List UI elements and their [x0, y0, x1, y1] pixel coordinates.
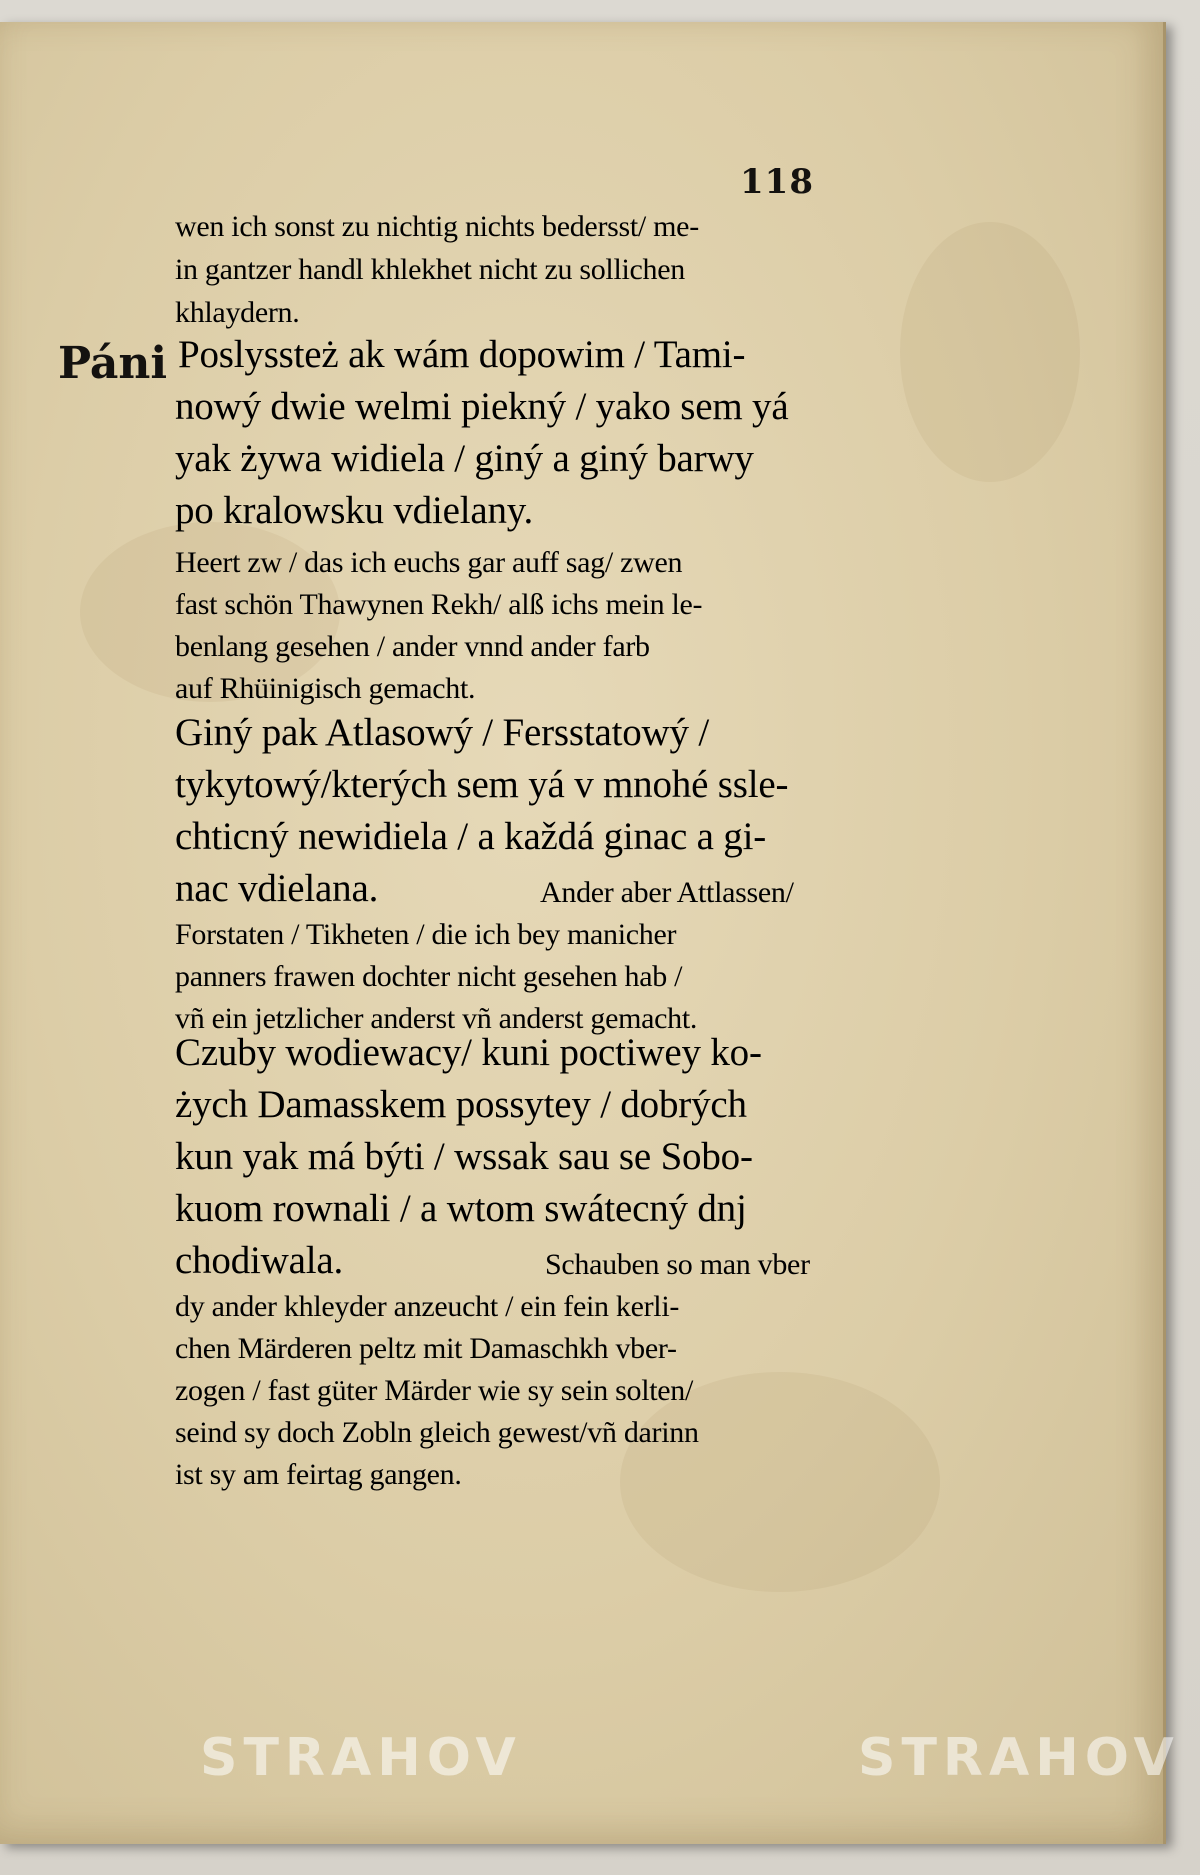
paper-stain	[900, 222, 1080, 482]
text-line-german: dy ander khleyder anzeucht / ein fein kerli-	[175, 1290, 680, 1323]
text-line-german: Schauben so man vber	[545, 1248, 810, 1281]
text-line-german: fast schön Thawynen Rekh/ alß ichs mein le-	[175, 588, 703, 621]
text-line-german: auf Rhüinigisch gemacht.	[175, 672, 476, 705]
text-line-czech: Giný pak Atlasowý / Fersstatowý /	[175, 711, 709, 754]
text-line-czech: Czuby wodiewacy/ kuni poctiwey ko-	[175, 1031, 762, 1074]
speaker-label-margin: Páni	[58, 338, 168, 389]
text-line-german: ist sy am feirtag gangen.	[175, 1458, 462, 1491]
text-line-german: Heert zw / das ich euchs gar auff sag/ zwen	[175, 546, 683, 579]
text-line-czech: nac vdielana.	[175, 867, 379, 910]
text-line-german: panners frawen dochter nicht gesehen hab /	[175, 960, 683, 993]
page-number: 118	[740, 162, 814, 202]
text-line-german: zogen / fast güter Märder wie sy sein solten/	[175, 1374, 694, 1407]
text-line-german: benlang gesehen / ander vnnd ander farb	[175, 630, 650, 663]
text-line-german: chen Märderen peltz mit Damaschkh vber-	[175, 1332, 677, 1365]
text-line-czech: żych Damasskem possytey / dobrých	[175, 1083, 747, 1126]
text-line-german: Ander aber Attlassen/	[540, 876, 794, 909]
text-line-czech: Poslyssteż ak wám dopowim / Tami-	[178, 333, 746, 376]
text-line-czech: chodiwala.	[175, 1239, 344, 1282]
text-line-czech: chticný newidiela / a každá ginac a gi-	[175, 815, 767, 858]
text-line-german: wen ich sonst zu nichtig nichts bedersst/ me-	[175, 210, 699, 243]
text-line-german: in gantzer handl khlekhet nicht zu sollichen	[175, 253, 685, 286]
text-line-german: khlaydern.	[175, 296, 300, 329]
text-line-czech: tykytowý/kterých sem yá v mnohé ssle-	[175, 763, 789, 806]
watermark-right: STRAHOV	[858, 1728, 1180, 1788]
text-line-czech: po kralowsku vdielany.	[175, 489, 534, 532]
watermark-left: STRAHOV	[200, 1728, 522, 1788]
text-line-czech: yak żywa widiela / giný a giný barwy	[175, 437, 754, 480]
text-line-german: vñ ein jetzlicher anderst vñ anderst gemacht.	[175, 1002, 698, 1035]
text-line-czech: nowý dwie welmi piekný / yako sem yá	[175, 385, 789, 428]
text-line-german: seind sy doch Zobln gleich gewest/vñ darinn	[175, 1416, 699, 1449]
text-line-german: Forstaten / Tikheten / die ich bey manicher	[175, 918, 677, 951]
text-line-czech: kuom rownali / a wtom swátecný dnj	[175, 1187, 747, 1230]
text-line-czech: kun yak má býti / wssak sau se Sobo-	[175, 1135, 753, 1178]
